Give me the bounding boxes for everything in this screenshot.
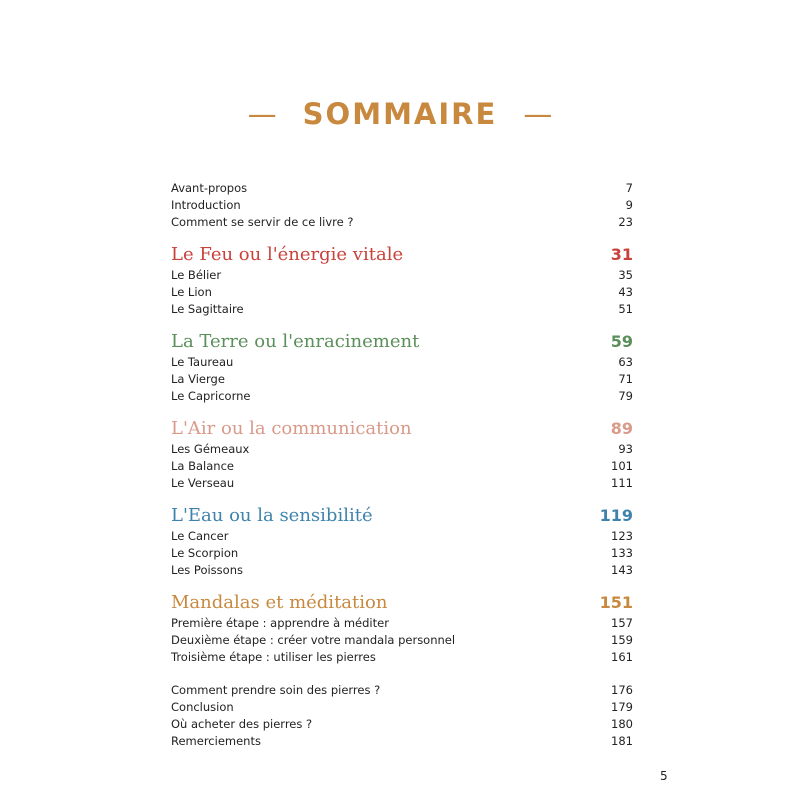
toc-entry-page: 23: [618, 215, 633, 229]
toc-entry-label: Le Lion: [171, 285, 212, 299]
toc-entry-label: Le Scorpion: [171, 546, 239, 560]
toc-entry-page: 123: [611, 529, 633, 543]
section-heading-label: L'Air ou la communication: [171, 418, 412, 439]
section-heading-label: Mandalas et méditation: [171, 592, 388, 613]
toc-entry-page: 157: [611, 616, 633, 630]
toc-entry-page: 181: [611, 734, 633, 748]
section-heading-page: 151: [599, 593, 633, 612]
toc-entry-page: 43: [618, 285, 633, 299]
toc-entry-page: 159: [611, 633, 633, 647]
toc-entry[interactable]: [171, 528, 633, 545]
toc-entry-label: Troisième étape : utiliser les pierres: [171, 650, 376, 664]
section-air: [171, 417, 633, 492]
toc-entry-label: Le Cancer: [171, 529, 229, 543]
toc-entry[interactable]: [171, 733, 633, 750]
toc-entry-page: 9: [625, 198, 633, 212]
toc-entry[interactable]: [171, 371, 633, 388]
toc-entry-label: Les Gémeaux: [171, 442, 250, 456]
toc-entry[interactable]: [171, 197, 633, 214]
section-fire: [171, 243, 633, 318]
toc-entry[interactable]: [171, 267, 633, 284]
toc-entry-label: Comment se servir de ce livre ?: [171, 215, 354, 229]
spacer: [171, 666, 633, 682]
toc-entry-label: Le Sagittaire: [171, 302, 244, 316]
section-heading[interactable]: [171, 243, 633, 267]
section-heading-label: La Terre ou l'enracinement: [171, 331, 420, 352]
toc-entry-page: 111: [611, 476, 633, 490]
title-dash-right: —: [523, 97, 553, 131]
section-heading-label: L'Eau ou la sensibilité: [171, 505, 373, 526]
toc-entry-page: 143: [611, 563, 633, 577]
toc-entry[interactable]: [171, 562, 633, 579]
toc-entry[interactable]: [171, 458, 633, 475]
section-heading[interactable]: [171, 330, 633, 354]
section-heading-page: 119: [599, 506, 633, 525]
toc-entry[interactable]: [171, 545, 633, 562]
toc-entry[interactable]: [171, 388, 633, 405]
toc-entry-label: Avant-propos: [171, 181, 248, 195]
toc-entry-label: Conclusion: [171, 700, 234, 714]
section-heading-label: Le Feu ou l'énergie vitale: [171, 244, 404, 265]
table-of-contents: [171, 180, 633, 750]
toc-entry-label: Remerciements: [171, 734, 261, 748]
section-water: [171, 504, 633, 579]
toc-entry-page: 133: [611, 546, 633, 560]
toc-entry-page: 101: [611, 459, 633, 473]
section-heading-page: 59: [610, 332, 633, 351]
toc-entry-label: Le Taureau: [171, 355, 234, 369]
toc-entry[interactable]: [171, 354, 633, 371]
toc-entry-page: 176: [611, 683, 633, 697]
toc-entry-page: 7: [625, 181, 633, 195]
toc-entry[interactable]: [171, 475, 633, 492]
intro-list: [171, 180, 633, 231]
toc-entry-label: Le Bélier: [171, 268, 222, 282]
toc-entry-label: Introduction: [171, 198, 241, 212]
section-heading-page: 31: [610, 245, 633, 264]
title-dash-left: —: [247, 97, 277, 131]
section-heading[interactable]: [171, 591, 633, 615]
toc-entry-label: Où acheter des pierres ?: [171, 717, 313, 731]
toc-entry-label: Comment prendre soin des pierres ?: [171, 683, 381, 697]
toc-entry-page: 71: [618, 372, 633, 386]
page-title: [0, 94, 800, 134]
title-text: SOMMAIRE: [302, 97, 498, 131]
toc-entry[interactable]: [171, 301, 633, 318]
toc-entry[interactable]: [171, 682, 633, 699]
toc-entry[interactable]: [171, 214, 633, 231]
toc-entry[interactable]: [171, 284, 633, 301]
toc-entry[interactable]: [171, 649, 633, 666]
section-heading[interactable]: [171, 504, 633, 528]
toc-entry[interactable]: [171, 615, 633, 632]
closing-list: [171, 682, 633, 750]
toc-entry[interactable]: [171, 699, 633, 716]
section-mandalas: [171, 591, 633, 666]
toc-entry-page: 161: [611, 650, 633, 664]
section-earth: [171, 330, 633, 405]
toc-entry-label: Le Verseau: [171, 476, 235, 490]
toc-entry-page: 51: [618, 302, 633, 316]
toc-entry-label: Les Poissons: [171, 563, 243, 577]
toc-entry[interactable]: [171, 716, 633, 733]
toc-entry-page: 35: [618, 268, 633, 282]
toc-entry-page: 93: [618, 442, 633, 456]
section-heading-page: 89: [610, 419, 633, 438]
toc-entry-page: 63: [618, 355, 633, 369]
toc-entry-page: 79: [618, 389, 633, 403]
section-heading[interactable]: [171, 417, 633, 441]
toc-entry-label: La Balance: [171, 459, 234, 473]
toc-entry[interactable]: [171, 180, 633, 197]
toc-entry[interactable]: [171, 441, 633, 458]
toc-entry-label: Deuxième étape : créer votre mandala personnel: [171, 633, 456, 647]
page-number: 5: [660, 769, 668, 783]
toc-entry-page: 179: [611, 700, 633, 714]
toc-entry-label: La Vierge: [171, 372, 225, 386]
toc-entry-label: Le Capricorne: [171, 389, 251, 403]
toc-entry-label: Première étape : apprendre à méditer: [171, 616, 389, 630]
toc-entry[interactable]: [171, 632, 633, 649]
toc-entry-page: 180: [611, 717, 633, 731]
